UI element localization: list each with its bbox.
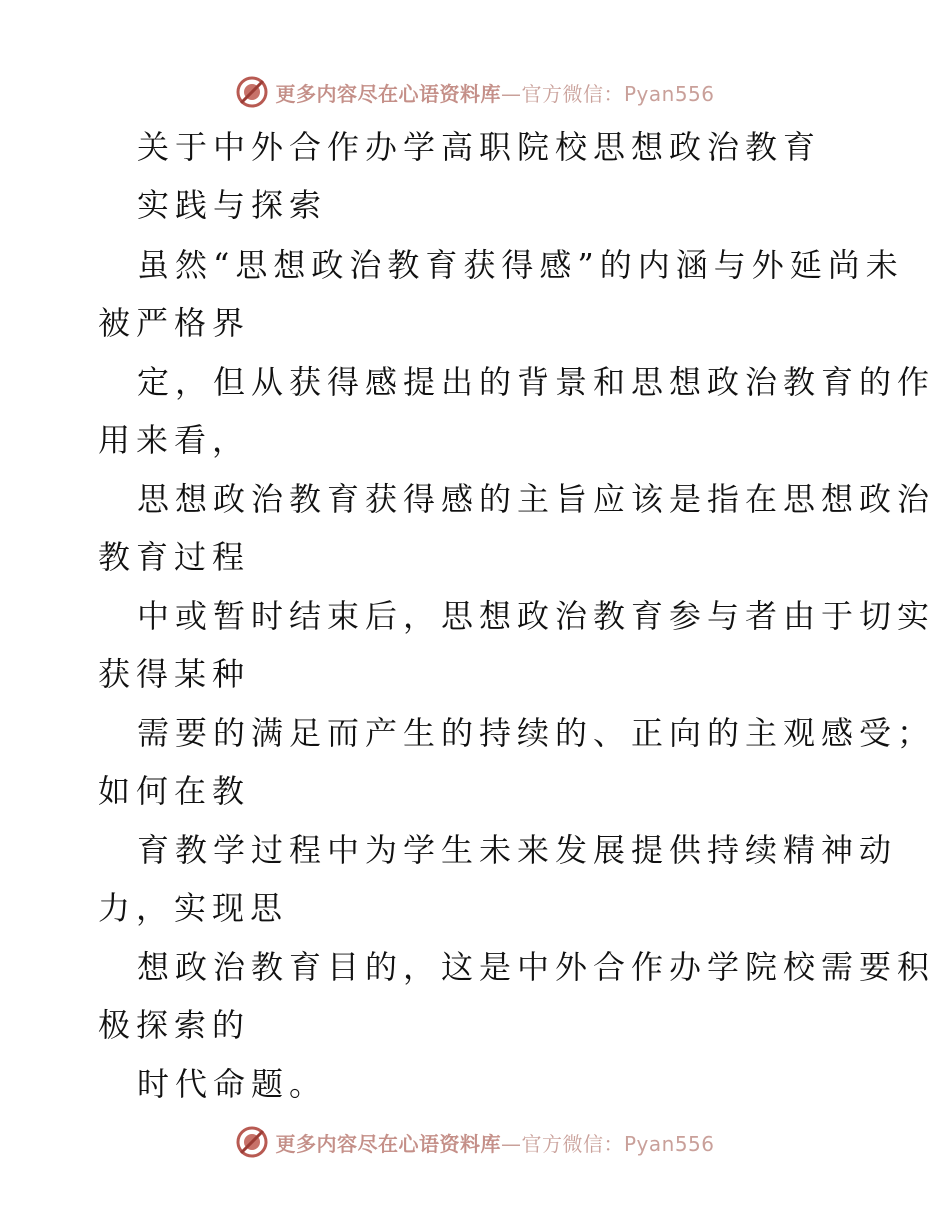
document-title-line-1: 关于中外合作办学高职院校思想政治教育 bbox=[137, 128, 822, 166]
paragraph-line: 力，实现思 bbox=[98, 889, 289, 927]
paragraph-line: 虽然“思想政治教育获得感”的内涵与外延尚未 bbox=[137, 246, 904, 284]
paragraph-line: 定，但从获得感提出的背景和思想政治教育的作 bbox=[137, 363, 936, 401]
paragraph-line: 用来看， bbox=[98, 421, 251, 459]
watermark-separator: — bbox=[500, 1131, 522, 1156]
watermark-site-text: 更多内容尽在心语资料库 bbox=[275, 81, 501, 106]
paragraph-line: 如何在教 bbox=[98, 772, 251, 810]
seal-logo-icon bbox=[235, 1125, 269, 1159]
watermark-wechat-id: Pyan556 bbox=[623, 1131, 715, 1156]
document-title-line-2: 实践与探索 bbox=[137, 186, 328, 224]
watermark-wechat-label: 官方微信： bbox=[521, 1131, 624, 1156]
paragraph-line: 需要的满足而产生的持续的、正向的主观感受； bbox=[137, 714, 936, 752]
watermark-wechat-id: Pyan556 bbox=[623, 81, 715, 106]
paragraph-line: 时代命题。 bbox=[137, 1065, 328, 1103]
watermark-site-text: 更多内容尽在心语资料库 bbox=[275, 1131, 501, 1156]
watermark-text bbox=[275, 78, 714, 107]
seal-logo-icon bbox=[235, 75, 269, 109]
watermark-text bbox=[275, 1128, 714, 1157]
footer-watermark bbox=[0, 1122, 950, 1162]
paragraph-line: 获得某种 bbox=[98, 655, 251, 693]
paragraph-line: 中或暂时结束后，思想政治教育参与者由于切实 bbox=[137, 597, 936, 635]
header-watermark bbox=[0, 72, 950, 112]
paragraph-line: 育教学过程中为学生未来发展提供持续精神动 bbox=[137, 831, 898, 869]
paragraph-line: 想政治教育目的，这是中外合作办学院校需要积 bbox=[137, 948, 936, 986]
watermark-separator: — bbox=[500, 81, 522, 106]
paragraph-line: 被严格界 bbox=[98, 304, 251, 342]
watermark-wechat-label: 官方微信： bbox=[521, 81, 624, 106]
paragraph-line: 极探索的 bbox=[98, 1006, 251, 1044]
paragraph-line: 教育过程 bbox=[98, 538, 251, 576]
paragraph-line: 思想政治教育获得感的主旨应该是指在思想政治 bbox=[137, 480, 936, 518]
